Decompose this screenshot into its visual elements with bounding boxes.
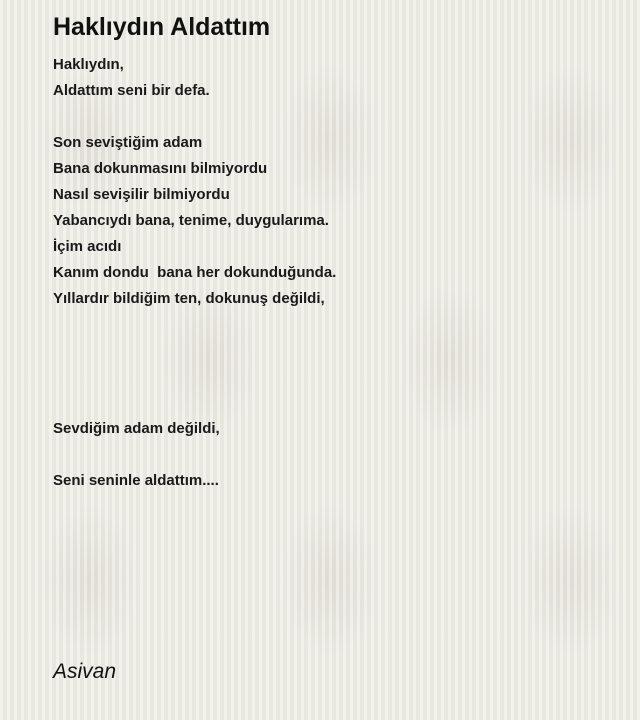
poem-line: Sevdiğim adam değildi,: [53, 420, 220, 437]
poem-line: [53, 442, 613, 468]
poem-line: [53, 390, 613, 416]
poem-line: Nasıl sevişilir bilmiyordu: [53, 186, 230, 203]
poem-line: [53, 312, 613, 338]
poem-line: [53, 104, 613, 130]
poem-line: Aldattım seni bir defa.: [53, 82, 210, 99]
poem-line: Yabancıydı bana, tenime, duygularıma.: [53, 212, 329, 229]
poem-line: [53, 364, 613, 390]
poem-title: Haklıydın Aldattım: [53, 13, 271, 41]
poem-line: Bana dokunmasını bilmiyordu: [53, 160, 268, 177]
poem-line: Haklıydın,: [53, 56, 124, 73]
poem-body: [53, 52, 613, 494]
poem-line: Seni seninle aldattım....: [53, 472, 219, 489]
poem-author: Asivan: [53, 660, 117, 683]
poem-line: Son seviştiğim adam: [53, 134, 203, 151]
poem-line: [53, 338, 613, 364]
poem-line: İçim acıdı: [53, 238, 122, 255]
poem-line: Yıllardır bildiğim ten, dokunuş değildi,: [53, 290, 325, 307]
poem-line: Kanım dondu bana her dokunduğunda.: [53, 264, 337, 281]
